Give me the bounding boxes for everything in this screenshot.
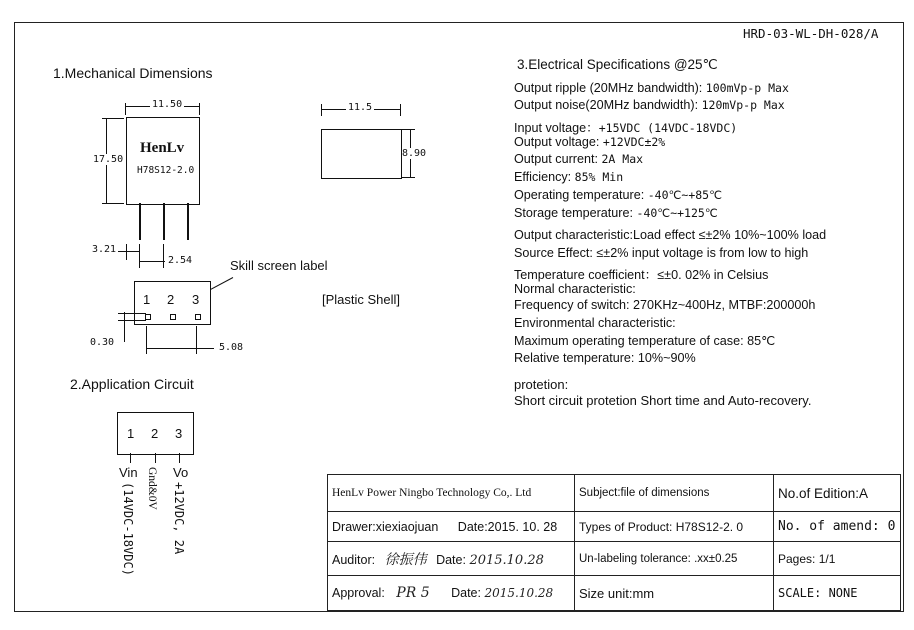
- pin-label-1: 1: [143, 292, 151, 307]
- drawer-date: Date:2015. 10. 28: [457, 519, 558, 534]
- spec-line: [514, 228, 826, 242]
- pin-offset-dimension: 3.21: [92, 244, 117, 255]
- module-bottom-view: [134, 281, 211, 325]
- auditor-cell: [328, 542, 575, 576]
- spec-label: Output current:: [514, 152, 602, 166]
- spec-line: [514, 316, 676, 330]
- spec-label: Maximum operating temperature of case: 85℃: [514, 334, 776, 348]
- model-mark: H78S12-2.0: [137, 165, 195, 176]
- approval-date-label: Date:: [451, 586, 481, 600]
- spec-line: [514, 135, 665, 149]
- doc-code: HRD-03-WL-DH-028/A: [743, 26, 879, 41]
- spec-value: -40℃~+125℃: [636, 206, 718, 220]
- width-dimension: 11.50: [152, 99, 183, 110]
- mechanical-section-title: 1.Mechanical Dimensions: [53, 65, 213, 81]
- spec-value: 100mVp-p Max: [705, 81, 789, 95]
- app-pin-1-wire: [130, 453, 131, 463]
- spec-value: -40℃~+85℃: [647, 188, 723, 202]
- approval-label: Approval:: [332, 586, 385, 600]
- gnd-label: Gnd&0V: [146, 467, 158, 510]
- vo-label: Vo: [173, 465, 189, 480]
- tolerance-cell: Un-labeling tolerance: .xx±0.25: [575, 542, 774, 576]
- spec-value: 85% Min: [574, 170, 624, 184]
- vin-label: Vin: [119, 465, 138, 480]
- vo-rating-label: +12VDC, 2A: [172, 482, 186, 555]
- spec-label: Input voltage：: [514, 121, 599, 135]
- vin-range-label: (14VDC-18VDC): [121, 482, 135, 576]
- edition-cell: No.of Edition:A: [774, 475, 901, 512]
- brand-logo-text: HenLv: [140, 140, 185, 156]
- application-section-title: 2.Application Circuit: [70, 376, 194, 392]
- app-pin-2-wire: [155, 453, 156, 463]
- side-width-dimension: 11.5: [348, 102, 373, 113]
- pin-pitch-dimension: 2.54: [168, 255, 193, 266]
- electrical-section-title: 3.Electrical Specifications @25℃: [517, 57, 718, 72]
- module-side-view: [321, 129, 402, 179]
- plastic-shell-note: [Plastic Shell]: [322, 292, 401, 307]
- pin-size-dimension: 0.30: [90, 337, 115, 348]
- pin-3-lead: [187, 203, 189, 240]
- spec-line: [514, 117, 737, 136]
- height-dimension: 17.50: [93, 154, 124, 165]
- spec-label: protetion:: [514, 377, 569, 392]
- pin-1-lead: [139, 203, 141, 240]
- spec-line: [514, 282, 636, 296]
- spec-line: [514, 333, 775, 348]
- auditor-date: 2015.10.28: [469, 552, 544, 568]
- spec-label: Environmental characteristic:: [514, 316, 676, 330]
- spec-line: [514, 188, 722, 202]
- pages-cell: Pages: 1/1: [774, 542, 901, 576]
- auditor-signature: 徐振伟: [384, 551, 427, 568]
- pin-hole-3: [195, 314, 201, 320]
- spec-line: [514, 170, 623, 184]
- spec-value: 120mVp-p Max: [701, 98, 785, 112]
- product-type-cell: Types of Product: H78S12-2. 0: [575, 512, 774, 542]
- approval-cell: [328, 576, 575, 611]
- spec-line: [514, 298, 815, 312]
- spec-line: [514, 98, 785, 112]
- auditor-label: Auditor:: [332, 552, 376, 567]
- spec-label: Normal characteristic:: [514, 282, 636, 296]
- spec-label: Relative temperature: 10%~90%: [514, 351, 696, 365]
- scale-cell: SCALE: NONE: [774, 576, 901, 611]
- app-module-box: [117, 412, 194, 455]
- drawer-cell: [328, 512, 575, 542]
- approval-signature: PR 5: [396, 585, 430, 601]
- app-pin-label-3: 3: [175, 426, 183, 441]
- spec-label: Output voltage:: [514, 135, 603, 149]
- pin-hole-2: [170, 314, 176, 320]
- spec-value: 2A Max: [601, 152, 644, 166]
- pin-label-3: 3: [192, 292, 200, 307]
- spec-label: Short circuit protetion Short time and Auto-recovery.: [514, 393, 812, 408]
- side-height-dimension: 8.90: [402, 148, 427, 159]
- spec-label: Efficiency:: [514, 170, 575, 184]
- spec-label: Operating temperature:: [514, 188, 648, 202]
- spec-label: Output noise(20MHz bandwidth):: [514, 98, 702, 112]
- spec-label: Output characteristic:Load effect ≤±2% 10%~100% load: [514, 228, 827, 242]
- company-name: HenLv Power Ningbo Technology Co,. Ltd: [328, 475, 575, 512]
- app-pin-3-wire: [179, 453, 180, 463]
- title-block: [327, 474, 901, 611]
- app-pin-label-1: 1: [127, 426, 135, 441]
- pin-2-lead: [163, 203, 165, 240]
- spec-value: +15VDC (14VDC-18VDC): [598, 121, 738, 135]
- spec-label: Output ripple (20MHz bandwidth):: [514, 81, 706, 95]
- spec-line: [514, 152, 643, 166]
- auditor-date-label: Date:: [436, 552, 466, 567]
- skill-screen-label-note: Skill screen label: [230, 258, 328, 273]
- module-top-view: [126, 117, 200, 205]
- pin-label-2: 2: [167, 292, 175, 307]
- app-pin-label-2: 2: [151, 426, 159, 441]
- spec-line: [514, 264, 768, 283]
- subject-cell: Subject:file of dimensions: [575, 475, 774, 512]
- spec-line: [514, 351, 696, 365]
- spec-label: Temperature coefficient：≤±0. 02% in Celsius: [514, 268, 769, 282]
- spec-label: Storage temperature:: [514, 206, 637, 220]
- drawer-name: Drawer:xiexiaojuan: [332, 519, 439, 534]
- spec-line: [514, 393, 811, 408]
- size-unit-cell: Size unit:mm: [575, 576, 774, 611]
- amend-cell: No. of amend: 0: [774, 512, 901, 542]
- spec-value: +12VDC±2%: [602, 135, 666, 149]
- spec-line: [514, 81, 789, 95]
- spec-label: Source Effect: ≤±2% input voltage is from low to high: [514, 246, 809, 260]
- spec-line: [514, 246, 808, 260]
- approval-date: 2015.10.28: [484, 586, 554, 600]
- pin-span-dimension: 5.08: [219, 342, 244, 353]
- spec-line: [514, 206, 718, 220]
- spec-line: [514, 377, 568, 392]
- spec-label: Frequency of switch: 270KHz~400Hz, MTBF:200000h: [514, 298, 816, 312]
